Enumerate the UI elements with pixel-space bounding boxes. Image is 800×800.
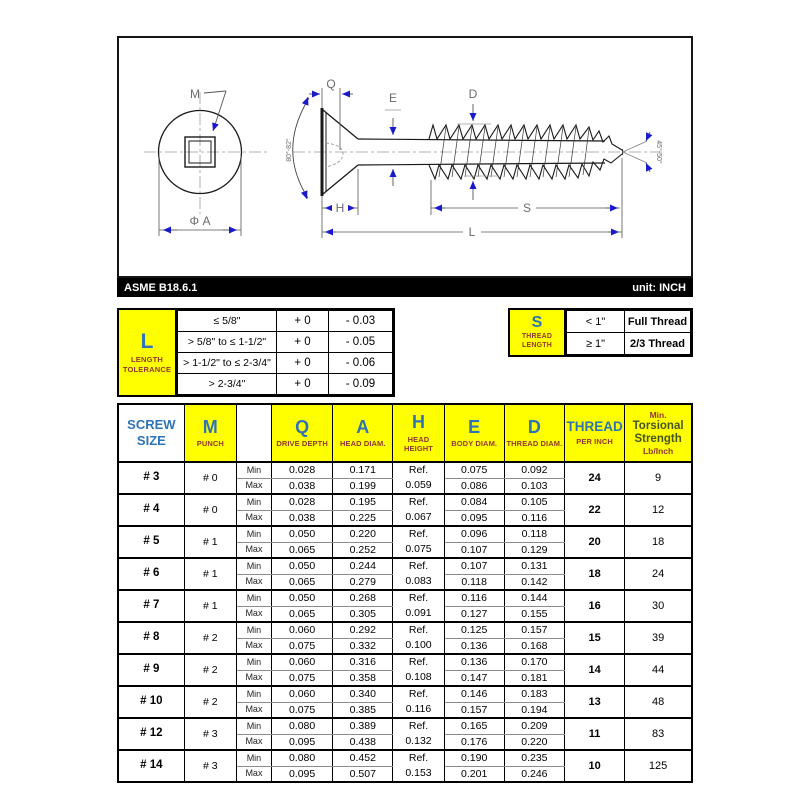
screw-dimension-table <box>117 403 693 783</box>
header-d-thread-diam: D THREAD DIAM. <box>504 404 564 462</box>
drive-depth-max-cell: 0.075 <box>272 638 333 654</box>
head-height-cell <box>393 622 444 654</box>
tolerance-row <box>178 353 393 374</box>
head-height-value: 0.132 <box>405 735 432 747</box>
plus-tolerance-cell: + 0 <box>277 353 329 374</box>
thread-diam-min-cell: 0.235 <box>504 750 564 766</box>
length-range-cell: < 1" <box>567 311 625 333</box>
drive-label-m: M <box>190 87 200 101</box>
header-q-drive-depth: Q DRIVE DEPTH <box>272 404 333 462</box>
head-height-ref: Ref. <box>408 496 429 508</box>
head-diam-max-cell: 0.199 <box>333 478 393 494</box>
threads-per-inch-cell: 14 <box>564 654 624 686</box>
head-height-label: H <box>335 201 345 215</box>
head-height-value: 0.091 <box>405 607 432 619</box>
screw-row-min <box>118 750 692 766</box>
torsional-strength-cell: 24 <box>625 558 692 590</box>
max-label-cell: Max <box>236 670 271 686</box>
thread-diam-min-cell: 0.170 <box>504 654 564 670</box>
thread-diam-min-cell: 0.144 <box>504 590 564 606</box>
drive-depth-max-cell: 0.075 <box>272 670 333 686</box>
thread-length-table <box>508 308 693 357</box>
body-diam-max-cell: 0.086 <box>444 478 504 494</box>
thread-rule-cell: Full Thread <box>625 311 691 333</box>
head-diam-max-cell: 0.332 <box>333 638 393 654</box>
threads-per-inch-cell: 10 <box>564 750 624 782</box>
head-diam-max-cell: 0.507 <box>333 766 393 782</box>
drive-depth-min-cell: 0.050 <box>272 526 333 542</box>
threads-per-inch-cell: 15 <box>564 622 624 654</box>
torsional-strength-cell: 83 <box>625 718 692 750</box>
thread-diam-min-cell: 0.183 <box>504 686 564 702</box>
screw-drawing <box>119 38 691 276</box>
thread-diam-min-cell: 0.105 <box>504 494 564 510</box>
thread-diam-max-cell: 0.194 <box>504 702 564 718</box>
head-diam-min-cell: 0.268 <box>333 590 393 606</box>
head-height-cell <box>393 558 444 590</box>
head-height-ref: Ref. <box>408 624 429 636</box>
overall-length-label: L <box>468 225 476 239</box>
drive-depth-max-cell: 0.095 <box>272 766 333 782</box>
head-height-value: 0.108 <box>405 671 432 683</box>
minus-tolerance-cell: - 0.03 <box>329 311 393 332</box>
length-label: LENGTH <box>130 355 164 365</box>
screw-size-cell: # 5 <box>118 526 184 558</box>
body-diam-max-cell: 0.127 <box>444 606 504 622</box>
head-height-cell <box>393 750 444 782</box>
head-height-value: 0.067 <box>405 511 432 523</box>
screw-size-cell: # 9 <box>118 654 184 686</box>
screw-row-min <box>118 494 692 510</box>
min-label-cell: Min <box>236 622 271 638</box>
body-diam-max-cell: 0.136 <box>444 638 504 654</box>
body-diam-max-cell: 0.201 <box>444 766 504 782</box>
screw-row-min <box>118 590 692 606</box>
screw-size-cell: # 6 <box>118 558 184 590</box>
body-diam-max-cell: 0.118 <box>444 574 504 590</box>
torsional-strength-cell: 30 <box>625 590 692 622</box>
min-label-cell: Min <box>236 718 271 734</box>
point-angle-label: 45°-50° <box>655 140 662 164</box>
head-diam-max-cell: 0.252 <box>333 542 393 558</box>
length-range-cell: > 1-1/2" to ≤ 2-3/4" <box>178 353 277 374</box>
torsional-strength-cell: 18 <box>625 526 692 558</box>
head-height-cell <box>393 526 444 558</box>
punch-size-cell: # 3 <box>184 750 236 782</box>
header-minmax <box>236 404 271 462</box>
header-e-body-diam: E BODY DIAM. <box>444 404 504 462</box>
thread-diam-min-cell: 0.118 <box>504 526 564 542</box>
thread-length-header <box>510 310 566 355</box>
threads-per-inch-cell: 13 <box>564 686 624 718</box>
body-diam-min-cell: 0.190 <box>444 750 504 766</box>
head-diam-max-cell: 0.438 <box>333 734 393 750</box>
minus-tolerance-cell: - 0.05 <box>329 332 393 353</box>
thread-diam-min-cell: 0.209 <box>504 718 564 734</box>
head-height-ref: Ref. <box>408 720 429 732</box>
recess-hidden-line <box>326 143 343 167</box>
length-label: LENGTH <box>522 341 552 349</box>
screw-row-min <box>118 558 692 574</box>
drive-depth-min-cell: 0.028 <box>272 494 333 510</box>
screw-row-min <box>118 462 692 478</box>
head-height-value: 0.100 <box>405 639 432 651</box>
head-diam-min-cell: 0.220 <box>333 526 393 542</box>
punch-size-cell: # 0 <box>184 494 236 526</box>
head-diam-min-cell: 0.244 <box>333 558 393 574</box>
max-label-cell: Max <box>236 606 271 622</box>
drive-depth-max-cell: 0.038 <box>272 478 333 494</box>
tolerance-row <box>178 311 393 332</box>
thread-diameter-label: D <box>468 87 478 101</box>
head-height-ref: Ref. <box>408 656 429 668</box>
header-a-head-diam: A HEAD DIAM. <box>333 404 393 462</box>
thread-diam-max-cell: 0.129 <box>504 542 564 558</box>
front-view <box>144 87 269 236</box>
head-diam-min-cell: 0.171 <box>333 462 393 478</box>
min-label-cell: Min <box>236 494 271 510</box>
min-label-cell: Min <box>236 526 271 542</box>
screw-size-cell: # 10 <box>118 686 184 718</box>
length-tolerance-table <box>117 308 395 397</box>
screw-size-cell: # 12 <box>118 718 184 750</box>
torsional-strength-cell: 9 <box>625 462 692 494</box>
thread-diam-min-cell: 0.092 <box>504 462 564 478</box>
thread-diam-min-cell: 0.157 <box>504 622 564 638</box>
max-label-cell: Max <box>236 766 271 782</box>
punch-size-cell: # 1 <box>184 558 236 590</box>
plus-tolerance-cell: + 0 <box>277 311 329 332</box>
screw-row-min <box>118 622 692 638</box>
thread-diam-max-cell: 0.168 <box>504 638 564 654</box>
head-height-ref: Ref. <box>408 464 429 476</box>
drive-depth-min-cell: 0.080 <box>272 718 333 734</box>
torsional-strength-cell: 125 <box>625 750 692 782</box>
head-diam-max-cell: 0.305 <box>333 606 393 622</box>
threads-per-inch-cell: 11 <box>564 718 624 750</box>
body-diam-min-cell: 0.075 <box>444 462 504 478</box>
drive-depth-min-cell: 0.050 <box>272 558 333 574</box>
screw-row-min <box>118 718 692 734</box>
head-height-ref: Ref. <box>408 560 429 572</box>
drive-depth-min-cell: 0.060 <box>272 622 333 638</box>
side-view <box>285 77 664 239</box>
thread-diam-max-cell: 0.181 <box>504 670 564 686</box>
body-diam-min-cell: 0.116 <box>444 590 504 606</box>
max-label-cell: Max <box>236 510 271 526</box>
drive-depth-max-cell: 0.095 <box>272 734 333 750</box>
min-label-cell: Min <box>236 654 271 670</box>
screw-row-min <box>118 686 692 702</box>
tolerance-row <box>178 374 393 395</box>
thread-top <box>429 125 622 150</box>
min-label-cell: Min <box>236 558 271 574</box>
body-diameter-label: E <box>388 91 398 105</box>
unit-label: unit: INCH <box>632 281 686 294</box>
head-angle-label: 80°-82° <box>286 138 293 162</box>
head-height-ref: Ref. <box>408 528 429 540</box>
punch-size-cell: # 1 <box>184 590 236 622</box>
head-diam-min-cell: 0.195 <box>333 494 393 510</box>
head-diam-min-cell: 0.389 <box>333 718 393 734</box>
head-height-value: 0.075 <box>405 543 432 555</box>
torsional-strength-cell: 44 <box>625 654 692 686</box>
drive-depth-min-cell: 0.060 <box>272 654 333 670</box>
drive-depth-min-cell: 0.050 <box>272 590 333 606</box>
thread-diam-min-cell: 0.131 <box>504 558 564 574</box>
length-tolerance-header <box>119 310 177 395</box>
screw-drawing-panel <box>117 36 693 278</box>
body-diam-min-cell: 0.146 <box>444 686 504 702</box>
torsional-strength-cell: 39 <box>625 622 692 654</box>
length-range-cell: > 2-3/4" <box>178 374 277 395</box>
body-diam-max-cell: 0.147 <box>444 670 504 686</box>
plus-tolerance-cell: + 0 <box>277 332 329 353</box>
thread-diam-max-cell: 0.103 <box>504 478 564 494</box>
standard-bar <box>117 278 693 297</box>
drive-depth-max-cell: 0.065 <box>272 542 333 558</box>
head-height-cell <box>393 686 444 718</box>
punch-size-cell: # 0 <box>184 462 236 494</box>
head-height-ref: Ref. <box>408 688 429 700</box>
plus-tolerance-cell: + 0 <box>277 374 329 395</box>
thread-diam-max-cell: 0.155 <box>504 606 564 622</box>
head-height-value: 0.059 <box>405 479 432 491</box>
head-height-cell <box>393 654 444 686</box>
torsional-strength-cell: 12 <box>625 494 692 526</box>
header-m-punch: M PUNCH <box>184 404 236 462</box>
min-label-cell: Min <box>236 462 271 478</box>
screw-row-min <box>118 526 692 542</box>
head-height-cell <box>393 462 444 494</box>
body-diam-min-cell: 0.165 <box>444 718 504 734</box>
min-label-cell: Min <box>236 750 271 766</box>
max-label-cell: Max <box>236 574 271 590</box>
drive-depth-min-cell: 0.060 <box>272 686 333 702</box>
max-label-cell: Max <box>236 702 271 718</box>
threads-per-inch-cell: 18 <box>564 558 624 590</box>
screw-size-cell: # 14 <box>118 750 184 782</box>
body-diam-min-cell: 0.136 <box>444 654 504 670</box>
standard-name: ASME B18.6.1 <box>124 281 198 294</box>
thread-rule-cell: 2/3 Thread <box>625 333 691 355</box>
drive-depth-max-cell: 0.065 <box>272 606 333 622</box>
head-diam-min-cell: 0.340 <box>333 686 393 702</box>
drive-depth-max-cell: 0.038 <box>272 510 333 526</box>
drive-depth-max-cell: 0.075 <box>272 702 333 718</box>
body-diam-min-cell: 0.096 <box>444 526 504 542</box>
screw-size-cell: # 7 <box>118 590 184 622</box>
thread-bottom <box>429 154 622 179</box>
punch-size-cell: # 2 <box>184 654 236 686</box>
head-diam-min-cell: 0.316 <box>333 654 393 670</box>
head-height-cell <box>393 590 444 622</box>
head-height-value: 0.083 <box>405 575 432 587</box>
head-height-cell <box>393 494 444 526</box>
head-diameter-label: Φ A <box>189 214 211 228</box>
tolerance-row <box>178 332 393 353</box>
thread-label: THREAD <box>521 332 553 340</box>
thread-length-label: S <box>522 201 532 215</box>
tolerance-label: TOLERANCE <box>122 364 172 374</box>
screw-row-min <box>118 654 692 670</box>
thread-length-row <box>567 311 691 333</box>
screw-size-cell: # 8 <box>118 622 184 654</box>
head-diam-max-cell: 0.385 <box>333 702 393 718</box>
threads-per-inch-cell: 22 <box>564 494 624 526</box>
length-range-cell: ≥ 1" <box>567 333 625 355</box>
head-height-ref: Ref. <box>408 752 429 764</box>
head-height-value: 0.153 <box>405 767 432 779</box>
thread-diam-max-cell: 0.220 <box>504 734 564 750</box>
minus-tolerance-cell: - 0.06 <box>329 353 393 374</box>
body-diam-min-cell: 0.107 <box>444 558 504 574</box>
header-thread-per-inch: THREAD PER INCH <box>564 404 624 462</box>
min-label-cell: Min <box>236 686 271 702</box>
drive-depth-min-cell: 0.028 <box>272 462 333 478</box>
length-range-cell: ≤ 5/8" <box>178 311 277 332</box>
screw-size-cell: # 4 <box>118 494 184 526</box>
drive-depth-label: Q <box>326 77 336 91</box>
header-h-head-height: H HEAD HEIGHT <box>393 404 444 462</box>
punch-size-cell: # 3 <box>184 718 236 750</box>
threads-per-inch-cell: 20 <box>564 526 624 558</box>
punch-size-cell: # 1 <box>184 526 236 558</box>
thread-diam-max-cell: 0.246 <box>504 766 564 782</box>
header-row <box>118 404 692 462</box>
threads-per-inch-cell: 16 <box>564 590 624 622</box>
max-label-cell: Max <box>236 734 271 750</box>
symbol-s: S <box>531 313 543 331</box>
body-diam-max-cell: 0.095 <box>444 510 504 526</box>
max-label-cell: Max <box>236 638 271 654</box>
max-label-cell: Max <box>236 478 271 494</box>
head-diam-min-cell: 0.452 <box>333 750 393 766</box>
minus-tolerance-cell: - 0.09 <box>329 374 393 395</box>
body-diam-min-cell: 0.084 <box>444 494 504 510</box>
length-range-cell: > 5/8" to ≤ 1-1/2" <box>178 332 277 353</box>
header-screw-size: SCREW SIZE <box>118 404 184 462</box>
thread-diam-max-cell: 0.116 <box>504 510 564 526</box>
screw-size-cell: # 3 <box>118 462 184 494</box>
screw-tip <box>622 149 623 155</box>
body-diam-max-cell: 0.157 <box>444 702 504 718</box>
head-height-ref: Ref. <box>408 592 429 604</box>
header-torsional-strength: Min. Torsional Strength Lb/Inch <box>625 404 692 462</box>
head-diam-max-cell: 0.279 <box>333 574 393 590</box>
head-diam-max-cell: 0.225 <box>333 510 393 526</box>
head-height-value: 0.116 <box>405 703 432 715</box>
drive-depth-max-cell: 0.065 <box>272 574 333 590</box>
head-height-cell <box>393 718 444 750</box>
torsional-strength-cell: 48 <box>625 686 692 718</box>
body-diam-max-cell: 0.176 <box>444 734 504 750</box>
max-label-cell: Max <box>236 542 271 558</box>
thread-diam-max-cell: 0.142 <box>504 574 564 590</box>
head-diam-max-cell: 0.358 <box>333 670 393 686</box>
thread-length-row <box>567 333 691 355</box>
body-diam-min-cell: 0.125 <box>444 622 504 638</box>
punch-size-cell: # 2 <box>184 686 236 718</box>
punch-size-cell: # 2 <box>184 622 236 654</box>
head-diam-min-cell: 0.292 <box>333 622 393 638</box>
min-label-cell: Min <box>236 590 271 606</box>
body-diam-max-cell: 0.107 <box>444 542 504 558</box>
threads-per-inch-cell: 24 <box>564 462 624 494</box>
symbol-l: L <box>140 330 154 354</box>
drive-depth-min-cell: 0.080 <box>272 750 333 766</box>
